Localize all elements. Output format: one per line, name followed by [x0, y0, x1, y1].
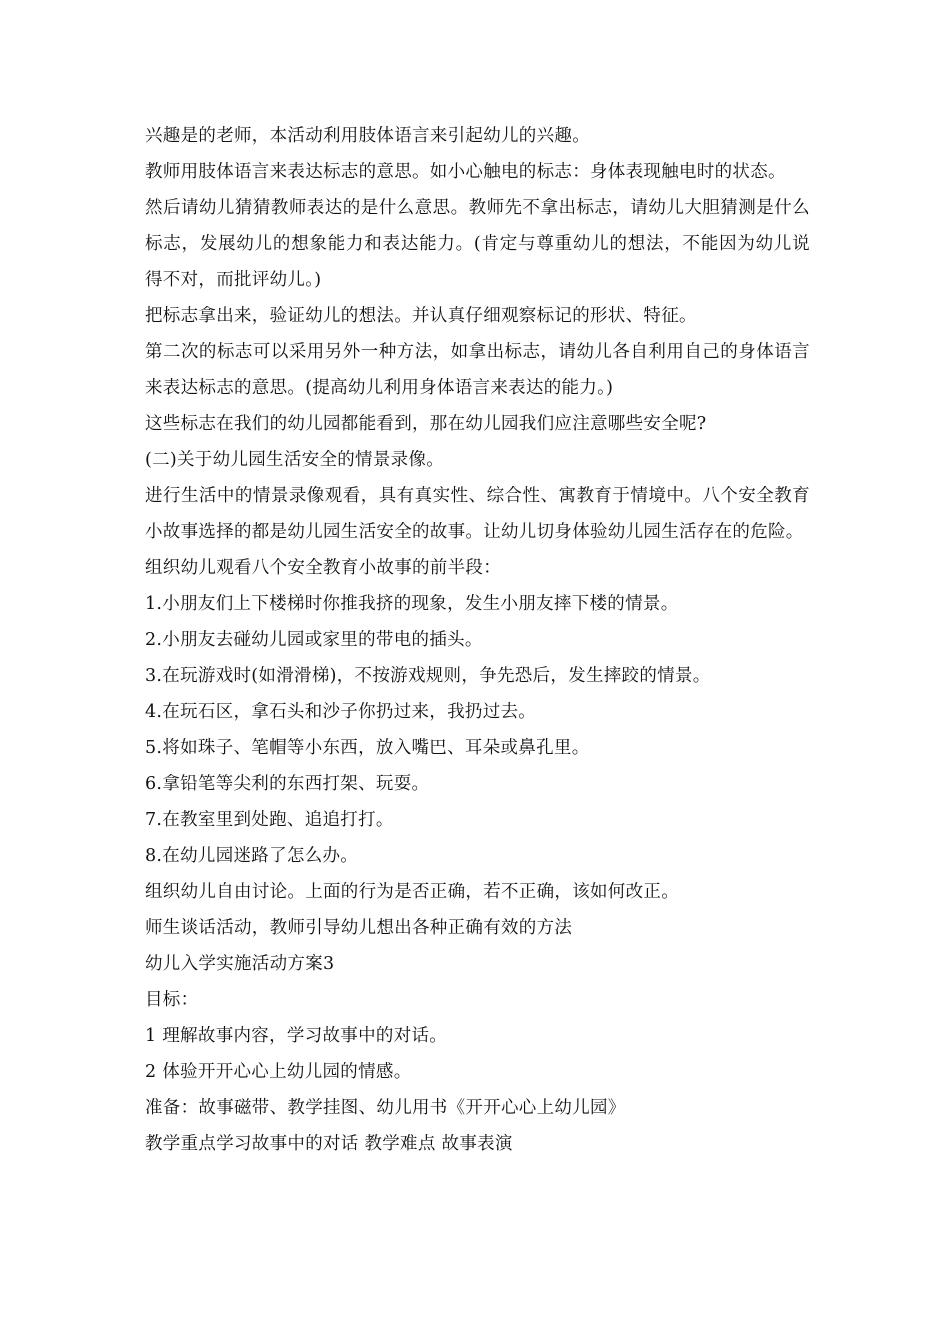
paragraph-second-method: 第二次的标志可以采用另外一种方法，如拿出标志，请幼儿各自利用自己的身体语言来表达标志的意思。(提高幼儿利用身体语言来表达的能力。) [145, 342, 810, 398]
section-title-plan-3: 幼儿入学实施活动方案3 [145, 954, 335, 974]
goal-item-2: 2 体验开开心心上幼儿园的情感。 [145, 1062, 412, 1082]
paragraph-teacher-body-language: 教师用肢体语言来表达标志的意思。如小心触电的标志：身体表现触电时的状态。 [145, 162, 786, 182]
paragraph-video-watching: 进行生活中的情景录像观看，具有真实性、综合性、寓教育于情境中。八个安全教育小故事选择的都是幼儿园生活安全的故事。让幼儿切身体验幼儿园生活存在的危险。 [145, 486, 810, 542]
teaching-focus-line: 教学重点学习故事中的对话 教学难点 故事表演 [145, 1134, 513, 1154]
paragraph-children-guess: 然后请幼儿猜猜教师表达的是什么意思。教师先不拿出标志，请幼儿大胆猜测是什么标志，发展幼儿的想象能力和表达能力。(肯定与尊重幼儿的想法，不能因为幼儿说得不对，而批评幼儿。) [145, 198, 810, 290]
paragraph-interest-intro: 兴趣是的老师，本活动利用肢体语言来引起幼儿的兴趣。 [145, 126, 590, 146]
list-item-1: 1.小朋友们上下楼梯时你推我挤的现象，发生小朋友摔下楼的情景。 [145, 594, 679, 614]
paragraph-watch-stories: 组织幼儿观看八个安全教育小故事的前半段： [145, 558, 501, 578]
paragraph-discussion: 组织幼儿自由讨论。上面的行为是否正确，若不正确，该如何改正。 [145, 882, 679, 902]
list-item-3: 3.在玩游戏时(如滑滑梯)，不按游戏规则，争先恐后，发生摔跤的情景。 [145, 666, 711, 686]
paragraph-show-signs: 把标志拿出来，验证幼儿的想法。并认真仔细观察标记的形状、特征。 [145, 306, 697, 326]
goal-item-1: 1 理解故事内容，学习故事中的对话。 [145, 1026, 448, 1046]
preparation-line: 准备：故事磁带、教学挂图、幼儿用书《开开心心上幼儿园》 [145, 1098, 626, 1118]
list-item-6: 6.拿铅笔等尖利的东西打架、玩耍。 [145, 774, 430, 794]
paragraph-conversation: 师生谈话活动，教师引导幼儿想出各种正确有效的方法 [145, 918, 573, 938]
list-item-8: 8.在幼儿园迷路了怎么办。 [145, 846, 359, 866]
section-heading-video: (二)关于幼儿园生活安全的情景录像。 [145, 450, 445, 470]
goals-heading: 目标： [145, 990, 199, 1010]
list-item-7: 7.在教室里到处跑、追追打打。 [145, 810, 394, 830]
list-item-4: 4.在玩石区，拿石头和沙子你扔过来，我扔过去。 [145, 702, 537, 722]
list-item-2: 2.小朋友去碰幼儿园或家里的带电的插头。 [145, 630, 483, 650]
paragraph-safety-question: 这些标志在我们的幼儿园都能看到，那在幼儿园我们应注意哪些安全呢? [145, 414, 707, 434]
document-body [145, 118, 810, 1162]
list-item-5: 5.将如珠子、笔帽等小东西，放入嘴巴、耳朵或鼻孔里。 [145, 738, 590, 758]
